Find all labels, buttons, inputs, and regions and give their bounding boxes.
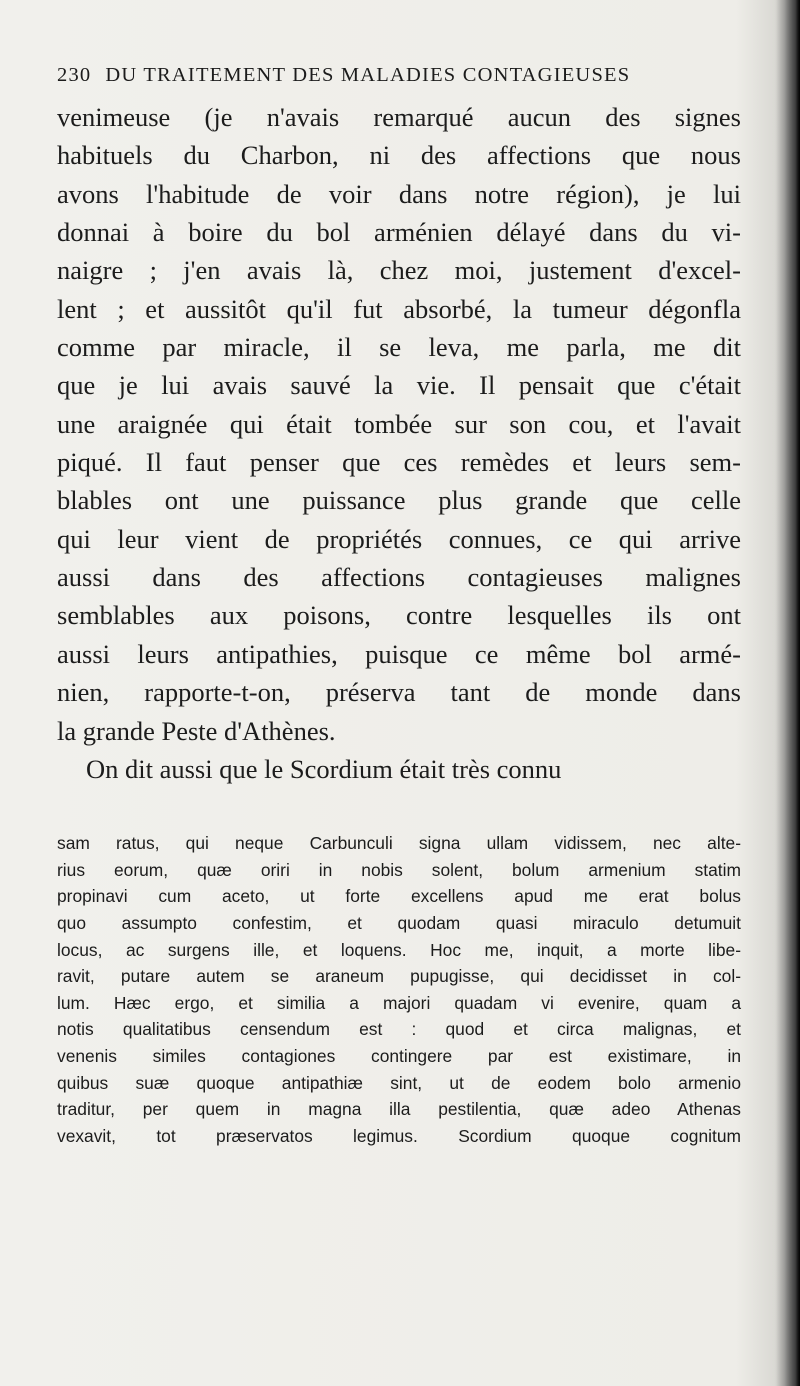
french-line: venimeuse (je n'avais remarqué aucun des signes: [57, 102, 741, 132]
latin-line: propinavi cum aceto, ut forte excellens apud me erat bolus: [57, 886, 741, 907]
french-line: que je lui avais sauvé la vie. Il pensait que c'était: [57, 370, 741, 401]
french-line: habituels du Charbon, ni des affections que nous: [57, 140, 741, 171]
french-line: blables ont une puissance plus grande que celle: [57, 485, 741, 516]
latin-line: locus, ac surgens ille, et loquens. Hoc me, inquit, a morte libe-: [57, 939, 741, 960]
latin-line: quo assumpto confestim, et quodam quasi miraculo detumuit: [57, 912, 741, 933]
french-line: lent ; et aussitôt qu'il fut absorbé, la tumeur dégonfla: [57, 293, 741, 324]
latin-line: lum. Hæc ergo, et similia a majori quadam vi evenire, quam a: [57, 992, 741, 1013]
running-head: [57, 64, 737, 87]
page-edge-shadow: [774, 0, 800, 1386]
latin-line: rius eorum, quæ oriri in nobis solent, bolum armenium statim: [57, 859, 741, 880]
latin-line: quibus suæ quoque antipathiæ sint, ut de eodem bolo armenio: [57, 1072, 741, 1093]
french-line: donnai à boire du bol arménien délayé dans du vi-: [57, 217, 741, 248]
french-line: une araignée qui était tombée sur son cou, et l'avait: [57, 408, 741, 439]
french-line: aussi leurs antipathies, puisque ce même bol armé-: [57, 638, 741, 669]
latin-line: venenis similes contagiones contingere par est existimare, in: [57, 1046, 741, 1067]
latin-line: notis qualitatibus censendum est : quod et circa malignas, et: [57, 1019, 741, 1040]
running-title: DU TRAITEMENT DES MALADIES CONTAGIEUSES: [105, 64, 631, 86]
latin-line: traditur, per quem in magna illa pestilentia, quæ adeo Athenas: [57, 1099, 741, 1120]
french-line: comme par miracle, il se leva, me parla, me dit: [57, 332, 741, 363]
french-line: nien, rapporte-t-on, préserva tant de monde dans: [57, 677, 741, 708]
french-line: la grande Peste d'Athènes.: [57, 715, 336, 746]
french-line: piqué. Il faut penser que ces remèdes et leurs sem-: [57, 447, 741, 478]
page-number: 230: [57, 64, 92, 86]
french-line: semblables aux poisons, contre lesquelles ils ont: [57, 600, 741, 631]
french-line: avons l'habitude de voir dans notre région), je lui: [57, 178, 741, 209]
latin-line: sam ratus, qui neque Carbunculi signa ullam vidissem, nec alte-: [57, 833, 741, 853]
french-line: aussi dans des affections contagieuses malignes: [57, 562, 741, 593]
french-line: On dit aussi que le Scordium était très connu: [86, 753, 562, 784]
latin-original-block: [57, 830, 741, 1150]
latin-line: vexavit, tot præservatos legimus. Scordium quoque cognitum: [57, 1126, 741, 1147]
french-translation-block: [57, 98, 741, 788]
latin-line: ravit, putare autem se araneum pupugisse, qui decidisset in col-: [57, 966, 741, 987]
french-line: naigre ; j'en avais là, chez moi, justement d'excel-: [57, 255, 741, 286]
french-line: qui leur vient de propriétés connues, ce qui arrive: [57, 523, 741, 554]
